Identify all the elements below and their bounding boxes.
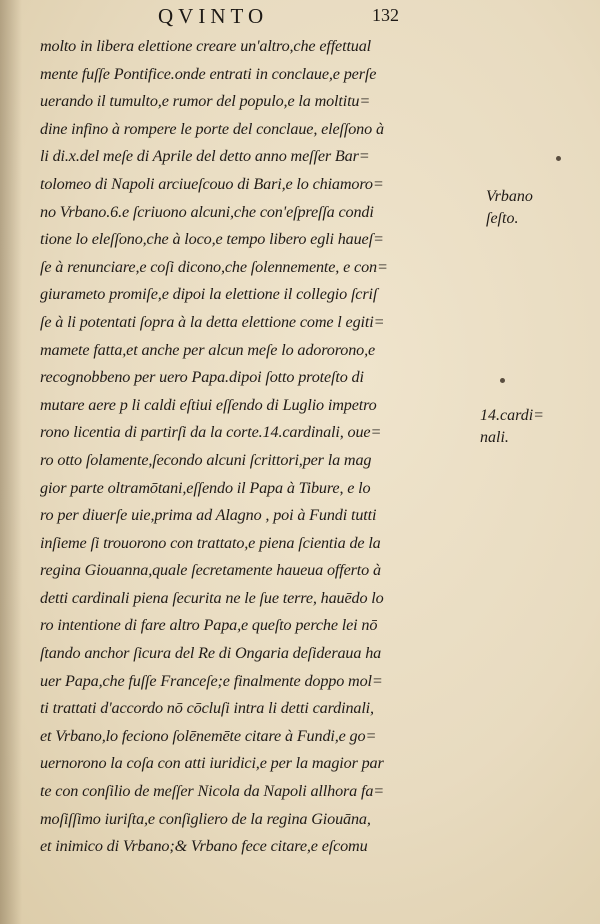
text-line: molto in libera elettione creare un'altro,che effettual — [40, 37, 372, 55]
text-line: et inimico di Vrbano;& Vrbano fece citare,e eſcomu — [40, 837, 368, 856]
text-line: uerando il tumulto,e rumor del populo,e la moltitu= — [40, 92, 371, 111]
text-line: mutare aere p li caldi eſtiui eſſendo di Luglio impetro — [40, 395, 377, 414]
text-line: ti trattati d'accordo nō cōcluſi intra li detti cardinali, — [40, 699, 374, 718]
text-line: uernorono la coſa con atti iuridici,e per la magior par — [40, 754, 384, 773]
running-head — [0, 2, 600, 32]
marginal-note-line: Vrbano — [486, 188, 533, 205]
text-line: dine infino à rompere le porte del conclaue, eleſſono à — [40, 119, 384, 138]
text-line: mente fuſſe Pontifice.onde entrati in conclaue,e perſe — [40, 64, 377, 83]
text-line: detti cardinali piena ſecurita ne le ſue terre, hauēdo lo — [40, 588, 384, 607]
text-line: te con conſilio de meſſer Nicola da Napoli allhora fa= — [40, 782, 385, 801]
text-line: ſe à li potentati ſopra à la detta elettione come l egiti= — [40, 312, 385, 331]
main-text-block — [40, 33, 480, 861]
folio-number: 132 — [372, 5, 399, 25]
marginal-note-vrbano — [486, 186, 596, 230]
text-line: ro intentione di fare altro Papa,e queſto perche lei nō — [40, 616, 378, 635]
text-line: tione lo eleſſono,che à loco,e tempo libero egli haueſ= — [40, 230, 384, 249]
text-line: et Vrbano,lo feciono ſolēnemēte citare à Fundi,e go= — [40, 726, 377, 745]
margin-mark — [556, 156, 561, 161]
text-line: giurameto promiſe,e dipoi la elettione il collegio ſcriſ — [40, 285, 378, 304]
text-line: recognobbeno per uero Papa.dipoi ſotto proteſto di — [40, 368, 364, 387]
marginal-note-line: ſeſto. — [486, 210, 519, 227]
marginal-note-line: 14.cardi= — [480, 407, 544, 424]
text-line: tolomeo di Napoli arciueſcouo di Bari,e lo chiamoro= — [40, 174, 384, 193]
text-line: uer Papa,che fuſſe Franceſe;e finalmente doppo mol= — [40, 671, 383, 690]
text-line: regina Giouanna,quale ſecretamente haueua offerto à — [40, 561, 381, 580]
text-line: no Vrbano.6.e ſcriuono alcuni,che con'eſpreſſa condi — [40, 202, 374, 221]
text-line: ro per diuerſe uie,prima ad Alagno , poi à Fundi tutti — [40, 506, 377, 525]
marginal-note-line: nali. — [480, 429, 509, 446]
marginal-note-cardinali — [480, 405, 590, 449]
running-head-title: QVINTO — [158, 4, 269, 28]
text-line: ſe à renunciare,e coſi dicono,che ſolennemente, e con= — [40, 257, 388, 276]
text-line: ro otto ſolamente,ſecondo alcuni ſcrittori,per la mag — [40, 450, 372, 469]
text-line: gior parte oltramōtani,eſſendo il Papa à Tibure, e lo — [40, 478, 371, 497]
text-line: mamete fatta,et anche per alcun meſe lo adororono,e — [40, 340, 376, 359]
text-line: inſieme ſi trouorono con trattato,e piena ſcientia de la — [40, 533, 381, 552]
text-line: moſiſſimo iuriſta,e conſigliero de la regina Giouāna, — [40, 809, 371, 828]
text-line: ſtando anchor ſicura del Re di Ongaria deſideraua ha — [40, 644, 382, 663]
gutter-shadow — [0, 0, 22, 924]
text-line: li di.x.del meſe di Aprile del detto anno meſſer Bar= — [40, 147, 370, 166]
margin-mark — [500, 378, 505, 383]
text-line: rono licentia di partirſi da la corte.14.cardinali, oue= — [40, 423, 382, 442]
